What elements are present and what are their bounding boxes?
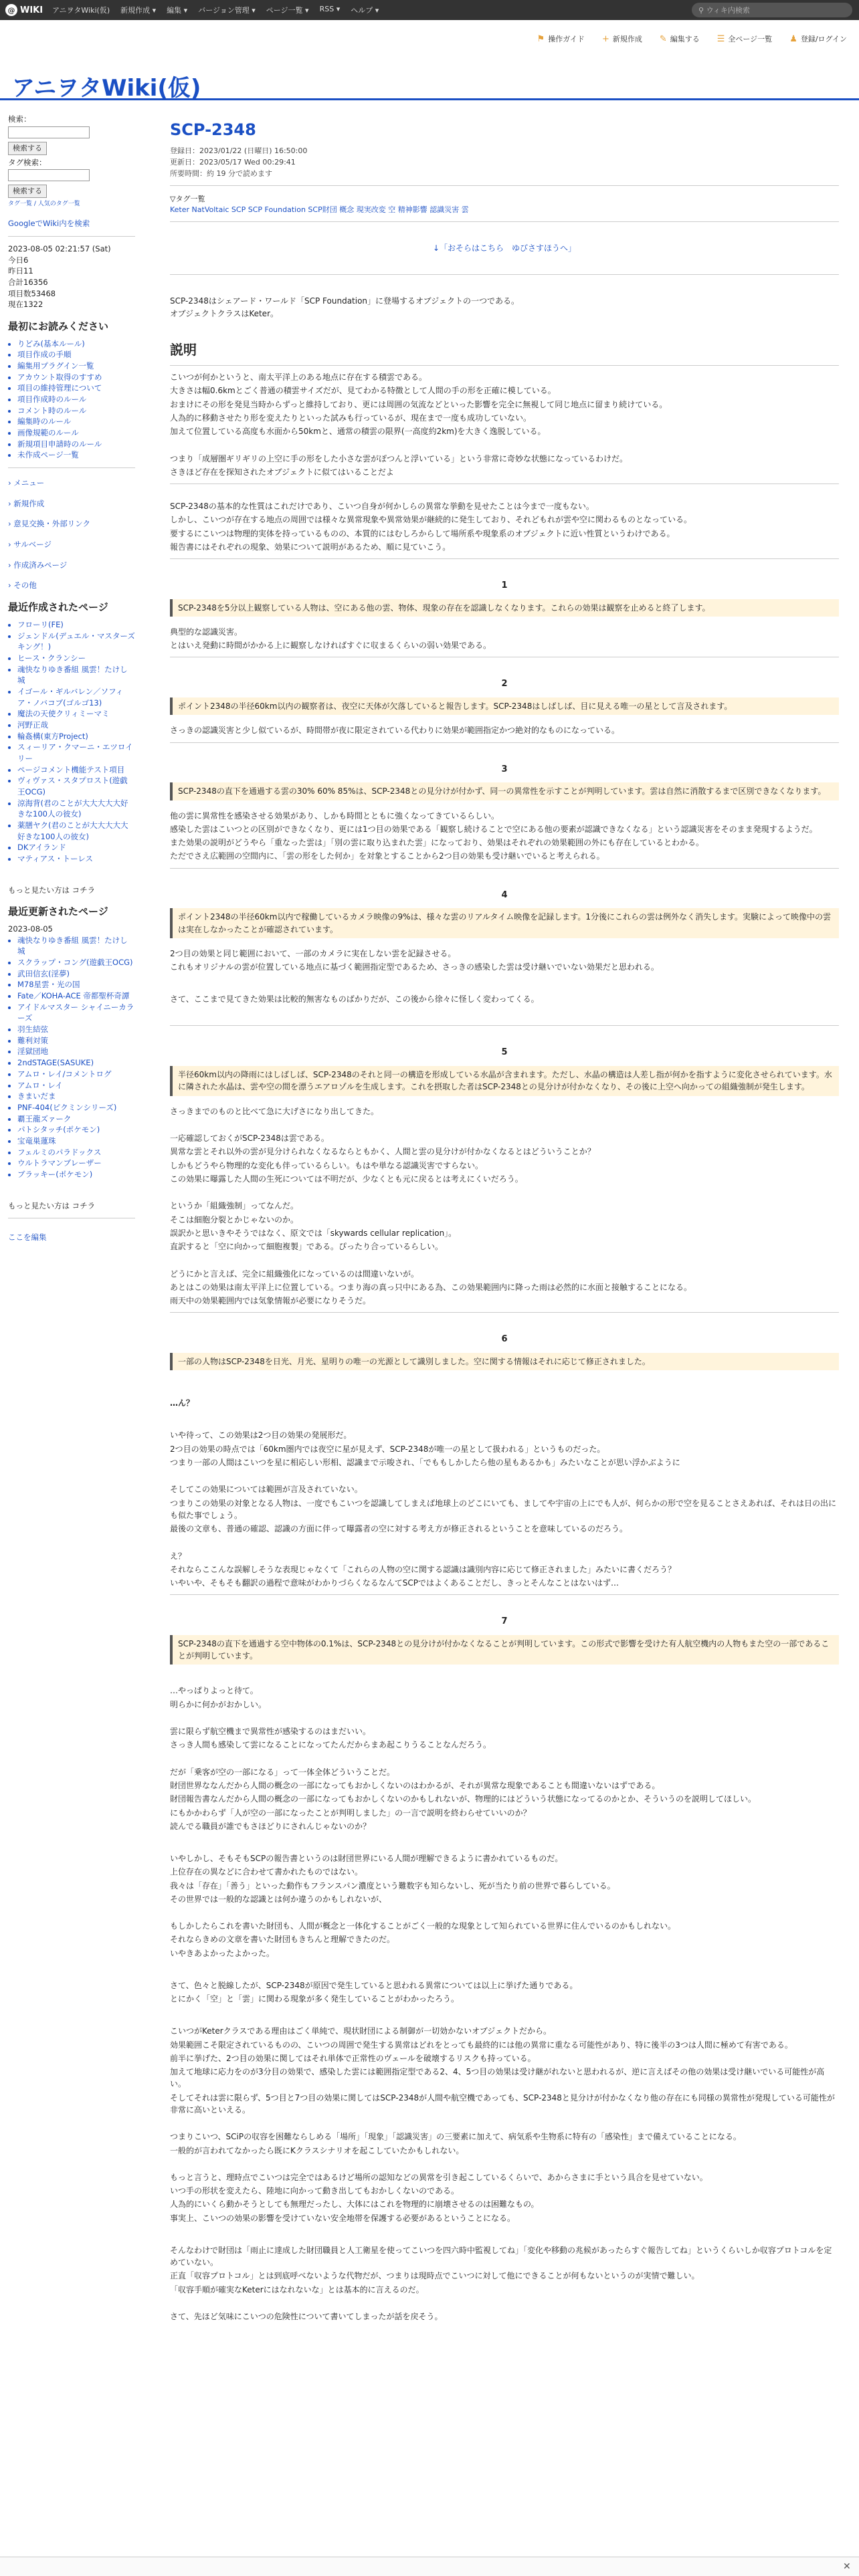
paragraph: 要するにこいつは物理的実体を持っているものの、本質的にはむしろからして場所系や現象系のオブジェクトに近い性質というわけである。 xyxy=(170,528,675,538)
paragraph: それならここんな誤解しそうな表現じゃなくて「これらの人物の空に関する認識は識別内容に応じて修正されました」みたいに書くだろう？ xyxy=(170,1564,676,1574)
menu-version[interactable]: バージョン管理 ▾ xyxy=(198,6,256,15)
search-placeholder: ウィキ内検索 xyxy=(706,6,750,15)
effect-highlight: SCP-2348の直下を通過する雲の30% 60% 85%は、SCP-2348との見分けが付かず、同一の異常性を示すことが判明しています。雲は自然に消散するまで区別できなくなります。 xyxy=(170,782,839,800)
sidebar-link[interactable]: • 項目作成の手順 xyxy=(17,349,135,360)
sidebar-link[interactable]: • 覇王龍ズァーク xyxy=(17,1113,135,1125)
menu-rss[interactable]: RSS ▾ xyxy=(319,5,341,13)
sidebar-link[interactable]: • アムロ・レイ/コメントログ xyxy=(17,1069,135,1080)
counter-today: 今日6 xyxy=(8,255,29,265)
paragraph xyxy=(170,1119,839,1131)
paragraph: さきほど存在を探知されたオブジェクトに似てはいることだよ xyxy=(170,467,394,477)
sidebar-link[interactable]: • 河野正哉 xyxy=(17,720,135,731)
sidebar-link[interactable]: • スィーリア・クマーニ・エツロイリー xyxy=(17,742,135,764)
paragraph xyxy=(170,2158,839,2170)
paragraph xyxy=(170,1907,839,1919)
sidebar-link[interactable]: • 輪姦構(東方Project) xyxy=(17,731,135,742)
paragraph: 「収容手順が確実なKeterにはなれないな」とは基本的に言えるのだ。 xyxy=(170,2284,424,2294)
sidebar-section-link[interactable]: › 作成済みページ xyxy=(8,560,135,571)
menu-help[interactable]: ヘルプ ▾ xyxy=(351,6,379,15)
paragraph: 我々は「存在」「善う」といった動作もフランスパン濃度という難数字も知らないし、死が当たり前の世界で暮らしている。 xyxy=(170,1881,615,1891)
sidebar-link[interactable]: • 魂快なりゆき番組 風雲！たけし城 xyxy=(17,935,135,957)
top-navbar xyxy=(0,0,859,20)
sidebar-link[interactable]: • ヒース・クランシー xyxy=(17,653,135,664)
paragraph-group xyxy=(170,1685,839,1832)
sidebar-link[interactable]: • 薬膳ヤク(君のことが大大大大大好きな100人の彼女) xyxy=(17,820,135,842)
intro-2: オブジェクトクラスはKeter。 xyxy=(170,308,278,318)
paragraph: 2つ目の効果と同じ範囲において、一部のカメラに実在しない雲を記録させる。 xyxy=(170,948,456,958)
more-link-updated[interactable]: もっと見たい方は コチラ xyxy=(8,1200,96,1210)
site-title[interactable]: アニヲタWiki(仮) xyxy=(12,75,201,102)
sidebar-link[interactable]: • ヴィヴァス・スタプロスト(遊戯王OCG) xyxy=(17,775,135,797)
paragraph: 報告書にはそれぞれの現象、効果について説明があるため、順に見ていこう。 xyxy=(170,542,451,552)
paragraph: こいつが何かというと、南太平洋上のある地点に存在する積雲である。 xyxy=(170,372,427,383)
paragraph: これもオリジナルの雲が位置している地点に基づく範囲指定型であるため、さっきの感染した雲は受け継いでいない効果だと思われる。 xyxy=(170,962,659,972)
sidebar-link[interactable]: • 未作成ページ一覧 xyxy=(17,449,135,461)
paragraph: とにかく「空」と「雲」に関わる現象が多く発生していることがわかったろう。 xyxy=(170,1994,460,2004)
sidebar-link[interactable]: • 項目の維持管理について xyxy=(17,383,135,394)
paragraph-group xyxy=(170,2244,839,2323)
intro-1: SCP-2348はシェアード・ワールド「SCP Foundation」に登場するオブジェクトの一つである。 xyxy=(170,296,519,306)
paragraph: もしかしたらこれを書いた財団も、人間が概念と一体化することがごく一般的な現象として知られている世界に住んでいるのかもしれない。 xyxy=(170,1921,676,1931)
site-header xyxy=(0,58,859,100)
effect-notes xyxy=(170,810,839,863)
effect-notes xyxy=(170,724,839,736)
paragraph xyxy=(170,1254,839,1266)
paragraph: その世界では一般的な認識とは何か違うのかもしれないが、 xyxy=(170,1894,387,1904)
first-read-heading: 最初にお読みください xyxy=(8,320,109,332)
recent-created-heading: 最近作成されたページ xyxy=(8,601,108,614)
paragraph: 明らかに何かがおかしい。 xyxy=(170,1699,267,1709)
section-heading: 説明 xyxy=(170,341,197,358)
paragraph: さっきの認識災害と少し似ているが、時間帯が夜に限定されている代わりに効果が範囲指定かつ絶対的なものになっている。 xyxy=(170,726,620,736)
google-search-link[interactable]: GoogleでWiki内を検索 xyxy=(8,219,90,229)
paragraph: 感染した雲はこいつとの区別ができなくなり、更には1つ目の効果である「観察し続けることで空にある他の要素が認識できなくなる」という認識災害をそのまま発現するようだ。 xyxy=(170,824,818,834)
sidebar-link[interactable]: • 淫獄団地 xyxy=(17,1046,135,1057)
sidebar-link[interactable]: • Fate／KOHA-ACE 帝都聖杯奇譚 xyxy=(17,990,135,1002)
tag-list-link[interactable]: タグ一覧 / 人気のタグ一覧 xyxy=(8,201,80,208)
sidebar-link[interactable]: • 画像規範のルール xyxy=(17,427,135,439)
paragraph: この効果に曝露した人間の生死については不明だが、少なくとも元に戻るとは考えにくいだろう。 xyxy=(170,1174,523,1184)
sidebar-link[interactable]: • DKアイランド xyxy=(17,842,135,853)
paragraph: そしてこの効果については範囲が言及されていない。 xyxy=(170,1485,363,1495)
effect-notes xyxy=(170,1105,839,1307)
overview-paragraphs xyxy=(170,500,839,553)
recent-created-list xyxy=(17,619,135,865)
effect-highlight: ポイント2348の半径60km以内で稼働しているカメラ映像の9%は、様々な雲のリアルタイム映像を記録します。1分後にこれらの雲は例外なく消失します。実験によって映像中の雲は実在しなかったことが確認されています。 xyxy=(170,908,839,938)
effect-notes xyxy=(170,948,839,973)
sidebar xyxy=(8,114,135,1243)
sidebar-link[interactable]: • 魂快なりゆき番組 風雲！たけし城 xyxy=(17,664,135,686)
sidebar-link[interactable]: • イゴール・ギルバレン／ソフィア・ノバコブ(ゴルゴ13) xyxy=(17,686,135,708)
search-icon: ⚲ xyxy=(698,5,706,15)
paragraph: とはいえ発動に時間がかかる上に観察しなければすぐに収まるくらいの弱い効果である。 xyxy=(170,641,492,651)
paragraph: …ん？ xyxy=(170,1398,195,1408)
effect-number: 7 xyxy=(501,1616,508,1627)
paragraph xyxy=(170,1712,839,1724)
sidebar-link[interactable]: • 2ndSTAGE(SASUKE) xyxy=(17,1057,135,1069)
paragraph: あとはこの効果は南太平洋上に位置している。つまり海の真っ只中にある為、この効果範囲内に降った雨は必然的に水面と接触することになる。 xyxy=(170,1282,692,1292)
explanation-paragraphs xyxy=(170,371,839,478)
sidebar-section-link[interactable]: › メニュー xyxy=(8,477,135,489)
paragraph: いつ手の形状を変えたら、陸地に向かって動き出してもおかしくないのである。 xyxy=(170,2186,460,2196)
sidebar-link[interactable]: • フローリ(FE) xyxy=(17,619,135,631)
sidebar-link[interactable]: • 編集時のルール xyxy=(17,416,135,427)
sidebar-section-link[interactable]: › サルベージ xyxy=(8,539,135,550)
paragraph: 財団世界ななんだから人間の概念の一部になってもおかしくないのはわかるが、それが異常な現象であることも間違いないはずである。 xyxy=(170,1781,660,1791)
list-icon: ☰ xyxy=(717,34,725,44)
login-link[interactable] xyxy=(789,33,847,44)
sidebar-link[interactable]: • 羽生結弦 xyxy=(17,1024,135,1035)
wiki-search-input[interactable] xyxy=(692,3,852,17)
sidebar-link[interactable]: • 宝竜巣蓮珠 xyxy=(17,1136,135,1147)
effect-number: 3 xyxy=(501,764,508,774)
paragraph: もっと言うと、理時点でこいつは完全ではあるけど場所の認知などの異常を引き起こしているくらいで、あからさまに手という具合を見せていない。 xyxy=(170,2172,708,2182)
paragraph: さて、色々と脱線したが、SCP-2348が原因で発生していると思われる異常については以上に挙げた通りである。 xyxy=(170,1980,578,1990)
site-logo[interactable] xyxy=(5,4,43,16)
plus-icon: + xyxy=(601,34,609,44)
menu-site[interactable]: アニヲタWiki(仮) xyxy=(52,6,110,15)
paragraph: 加えて位置している高度も水面から50kmと、通常の積雲の限界(一高度約2km)を大きく逸脱している。 xyxy=(170,427,546,437)
divider xyxy=(170,1025,839,1026)
paragraph: 雨天中の効果範囲内では気象情報が必要になりそうだ。 xyxy=(170,1295,371,1305)
counter-yesterday: 昨日11 xyxy=(8,266,33,276)
paragraph: つまりこいつ、SCiPの収容を困難ならしめる「場所」「現象」「認識災害」の三要素に加えて、病気系や生物系に特有の「感染性」まで備えていることになる。 xyxy=(170,2132,741,2142)
tag-list[interactable]: Keter NatVoltaic SCP SCP Foundation SCP財団 概念 現実改変 空 精神影響 認識災害 雲 xyxy=(170,205,469,215)
logo-text: WIKI xyxy=(20,5,43,15)
paragraph: 加えて地球に応力をのが3分目の効果で、感染した雲には範囲指定型である2、4、5つ目の効果は受け継がれないと思われるが、逆に言えばその他の効果は受け継いでいる可能性が高い。 xyxy=(170,2067,825,2089)
paragraph: それならきめの文章を書いた財団もきちんと理解できたのだ。 xyxy=(170,1935,395,1945)
paragraph: 雲に限らず航空機まで異常性が感染するのはまだいい。 xyxy=(170,1727,371,1737)
divider xyxy=(170,742,839,743)
paragraph: 誤訳かと思いきやそうではなく、原文では「skywards cellular replication」。 xyxy=(170,1228,457,1238)
search-label: 検索： xyxy=(8,114,31,124)
update-date: 更新日：2023/05/17 Wed 00:29:41 xyxy=(170,158,296,167)
paragraph xyxy=(170,1470,839,1482)
action-bar xyxy=(0,20,859,58)
paragraph: 効果範囲こそ限定されているものの、こいつの周囲で発生する異常はどれをとっても最終的には他の異常に重なる可能性があり、特に後半の3つは人間に極めて有害である。 xyxy=(170,2040,793,2050)
sidebar-link[interactable]: • 項目作成時のルール xyxy=(17,394,135,405)
counter-total: 合計16356 xyxy=(8,277,48,287)
paragraph-group xyxy=(170,1852,839,1959)
effect-number: 2 xyxy=(501,679,508,689)
sidebar-link[interactable]: • マティアス・トーレス xyxy=(17,853,135,865)
paragraph xyxy=(170,1186,839,1198)
paragraph: 読んでる職員が誰でもさほどりにされんじゃないのか？ xyxy=(170,1821,371,1831)
paragraph: つまり「成層圏ギリギリの上空に手の形をした小さな雲がぽつんと浮いている」という非常に奇妙な状態になっているわけだ。 xyxy=(170,453,628,463)
page-title: SCP-2348 xyxy=(170,120,256,139)
effect-highlight: ポイント2348の半径60km以内の観察者は、夜空に天体が欠落していると報告します。SCP-2348はしばしば、目に見える唯一の星として言及されます。 xyxy=(170,697,839,715)
paragraph: さっきまでのものと比べて急に大げさになり出してきた。 xyxy=(170,1106,379,1116)
paragraph: いやいや、そもそも翻訳の過程で意味がわかりづらくなるなんてSCPではよくあることだし、きっとそんなことはないはず… xyxy=(170,1578,619,1588)
paragraph: 最後の文章も、普通の確認、認識の方面に伴って曝露者の空に対する考え方が修正されるということを意味しているのだろう。 xyxy=(170,1524,628,1534)
paragraph: というか「組織強制」ってなんだ。 xyxy=(170,1201,299,1211)
sidebar-section-link[interactable]: › 新規作成 xyxy=(8,498,135,510)
login-label: 登録/ログイン xyxy=(800,35,847,43)
sidebar-link[interactable]: • 編集用プラグイン一覧 xyxy=(17,360,135,372)
paragraph: 典型的な認識災害。 xyxy=(170,627,243,637)
paragraph: ただでさえ広範囲の空間内に、「雲の形をした何か」を対象とすることから2つ目の効果も受け継いでいると考えられる。 xyxy=(170,851,605,861)
paragraph: こいつがKeterクラスである理由はごく単純で、現状財団による制御が一切効かないオブジェクトだから。 xyxy=(170,2026,551,2036)
paragraph: 2つ目の効果の時点では「60km圏内では夜空に星が見えず、SCP-2348が唯一の星として扱われる」というものだった。 xyxy=(170,1444,605,1454)
paragraph xyxy=(170,439,839,451)
paragraph: 大きさは幅0.6kmとごく普通の積雲サイズだが、見てわかる特徴として人間の手の形を正確に模している。 xyxy=(170,386,556,396)
divider xyxy=(170,1594,839,1595)
menu-edit[interactable]: 編集 ▾ xyxy=(167,6,188,15)
read-time: 所要時間：約 19 分で読めます xyxy=(170,169,272,178)
paragraph: 事実上、こいつの効果の影響を受けていない安全地帯を保護する必要があるということになる。 xyxy=(170,2213,516,2223)
paragraph: 他の雲に異常性を感染させる効果があり、しかも時間とともに強くなってきているらしい。 xyxy=(170,811,500,821)
new-page-link[interactable] xyxy=(602,33,642,44)
paragraph: 人為的にいくら動かそうとしても無理だったし、大体にはこれを物理的に崩壊させるのは困難なもの。 xyxy=(170,2199,539,2210)
recent-updated-heading: 最近更新されたページ xyxy=(8,905,108,918)
divider xyxy=(170,558,839,559)
side-search-input[interactable] xyxy=(8,126,90,138)
guide-link[interactable] xyxy=(537,33,585,44)
paragraph: どうにかと言えば、完全に組織強化になっているのは間違いないが。 xyxy=(170,1269,419,1279)
close-icon[interactable]: ✕ xyxy=(843,2561,851,2572)
paragraph: 上位存在の異などに合わせて書かれたものではない。 xyxy=(170,1867,363,1877)
sidebar-link[interactable]: • ページコメント機能テスト項目 xyxy=(17,764,135,776)
paragraph xyxy=(170,1536,839,1548)
register-date: 登録日：2023/01/22 (日曜日) 16:50:00 xyxy=(170,146,308,156)
paragraph-group xyxy=(170,1979,839,2005)
guide-label: 操作ガイド xyxy=(548,35,585,43)
sidebar-section-link[interactable]: › 意見交換・外部リンク xyxy=(8,518,135,530)
top-menu xyxy=(52,5,379,15)
effect-number: 1 xyxy=(501,580,508,591)
paragraph: 直訳すると「空に向かって細胞複製」である。ぴったり合っているらしい。 xyxy=(170,1242,444,1252)
first-read-list xyxy=(17,338,135,461)
sidebar-link[interactable]: • スクラップ・コング(遊戯王OCG) xyxy=(17,957,135,968)
sidebar-link[interactable]: • M78星雲・光の国 xyxy=(17,979,135,990)
paragraph: しかもどうやら物理的な変化も伴っているらしい。もはや単なる認識災害ですらない。 xyxy=(170,1160,484,1170)
menu-new[interactable]: 新規作成 ▾ xyxy=(120,6,157,15)
effects-list xyxy=(170,558,839,2323)
datetime: 2023-08-05 02:21:57 (Sat) xyxy=(8,243,111,253)
paragraph: 一応確認しておくがSCP-2348は雲である。 xyxy=(170,1134,329,1144)
effect-number: 6 xyxy=(501,1334,508,1345)
sidebar-link[interactable]: • きまいだま xyxy=(17,1091,135,1102)
paragraph: え？ xyxy=(170,1551,187,1561)
paragraph: SCP-2348の基本的な性質はこれだけであり、こいつ自身が何かしらの異常な挙動を見せたことは今まで一度もない。 xyxy=(170,502,594,512)
paragraph: いやしかし、そもそもSCPの報告書というのは財団世界にいる人間が理解できるように書かれているものだ。 xyxy=(170,1854,563,1864)
tag-search-button[interactable]: 検索する xyxy=(8,185,47,198)
effect-number: 4 xyxy=(501,889,508,900)
sidebar-section-link[interactable]: › その他 xyxy=(8,580,135,591)
sidebar-link[interactable]: • パトシタッチ(ポケモン) xyxy=(17,1124,135,1136)
guide-icon: ⚑ xyxy=(537,34,545,44)
user-icon: ♟ xyxy=(789,34,797,44)
edit-link[interactable] xyxy=(660,33,700,44)
divider xyxy=(170,868,839,869)
paragraph-group xyxy=(170,2025,839,2224)
paragraph: おまけにその形を発見当時からずっと維持しており、更には周囲の気流などといった影響を完全に無視して同じ地点に留まり続けている。 xyxy=(170,399,668,409)
paragraph: いやきあよかったよかった。 xyxy=(170,1948,275,1958)
edit-label: 編集する xyxy=(670,35,700,43)
paragraph: つまり一部の人間はこいつを星に相応しい形相、認識まで示唆され、「でももしかしたら他の星もあるかも」みたいなことが思い浮かぶように xyxy=(170,1457,680,1467)
paragraph: さて、ここまで見てきた効果は比較的無害なものばかりだが、この後から徐々に怪しく変わってくる。 xyxy=(170,994,539,1004)
more-link-created[interactable]: もっと見たい方は コチラ xyxy=(8,885,96,895)
paragraph: 人為的に移動させたり形を変えたりといった試みも行っているが、現在まで一度も成功していない。 xyxy=(170,413,532,423)
side-search-button[interactable]: 検索する xyxy=(8,142,47,155)
sidebar-sections xyxy=(8,477,135,591)
sidebar-link[interactable]: • ブラッキー(ポケモン) xyxy=(17,1169,135,1180)
paragraph: いや待って、この効果は2つ目の効果の発展形だ。 xyxy=(170,1430,352,1440)
sidebar-link[interactable]: • アイドルマスター シャイニーカラーズ xyxy=(17,1002,135,1024)
new-page-label: 新規作成 xyxy=(612,35,642,43)
paragraph: しかし、こいつが存在する地点の周囲では様々な異常現象や異常効果が継続的に発生しており、それどもれが雲や空に関わるものとなっている。 xyxy=(170,515,692,525)
paragraph: さっき人間も感染して雲になることになってたんだからまあ起こりうることなんだろう。 xyxy=(170,1740,492,1750)
all-pages-link[interactable] xyxy=(717,33,772,44)
tag-search-input[interactable] xyxy=(8,169,90,181)
paragraph: 正直「収容プロトコル」とは到底呼べないような代物だが、つまりは現時点でこいつに対して他にできることが何もないというのが実情で難しい。 xyxy=(170,2271,700,2281)
tag-heading: ▽タグ一覧 xyxy=(170,194,205,203)
bottom-bar xyxy=(0,2557,859,2576)
sidebar-link[interactable]: • 魔法の天使クリィミーマミ xyxy=(17,708,135,720)
all-pages-label: 全ページ一覧 xyxy=(728,35,773,43)
paragraph: さて、先ほど気味にこいつの危険性について書いてしまったが話を戻そう。 xyxy=(170,2312,443,2322)
paragraph: だが「乗客が空の一部になる」って一体全体どういうことだ。 xyxy=(170,1767,395,1777)
paragraph xyxy=(170,2117,839,2129)
item-count: 項目数53468 xyxy=(8,288,56,298)
paragraph: …やっぱりよっと待て。 xyxy=(170,1686,258,1696)
effect-number: 5 xyxy=(501,1047,508,1058)
paragraph: そんなわけで財団は「雨止に達成した財団職員と人工衛星を使ってこいつを四六時中監視してね」「変化や移動の兆候があったらすぐ報告してね」というくらいしか収容プロトコルを定めていない。 xyxy=(170,2245,832,2268)
paragraph: また効果の説明がどうやら「重なった雲は」「別の雲に取り込まれた雲」になっており、効果はそれぞれの効果範囲の外にも存在しているとわかる。 xyxy=(170,838,704,848)
paragraph: つまりこの効果の対象となる人物は、一度でもこいつを認識してしまえば地球上のどこにいても、ましてや宇宙の上にでも人が、何らかの形で空を見ることさえあれば、それは日の出にも似た事でしょう。 xyxy=(170,1498,837,1520)
sidebar-link[interactable]: • 武田信玄(淫夢) xyxy=(17,968,135,980)
pencil-icon: ✎ xyxy=(659,34,667,44)
tag-label: タグ検索： xyxy=(8,157,47,167)
sidebar-link[interactable]: • アカウント取得のすすめ xyxy=(17,372,135,383)
effect-highlight: 一部の人物はSCP-2348を日光、月光、星明りの唯一の光源として識別しました。空に関する情報はそれに応じて修正されました。 xyxy=(170,1353,839,1370)
paragraph xyxy=(170,2297,839,2309)
effect-highlight: 半径60km以内の降雨にはしばしば、SCP-2348のそれと同一の構造を形成している水晶が含まれます。ただし、水晶の構造は人差し指が何かを指すように変化させられています。水に隣された水晶は、雲や空の間を漂うエアロゾルを生成します。これを摂取した者はSCP-2348との見分けが付かなくなり、その後に上空へ向かっての組織強制が発生します。 xyxy=(170,1066,839,1095)
paragraph: 異常な雲とそれ以外の雲が見分けられなくなるならともかく、人間と雲の見分けが付かなくなるとはどういうことか？ xyxy=(170,1147,595,1157)
anchor-link[interactable]: ↓「おそらはこちら ゆびさすほうへ」 xyxy=(432,243,577,253)
main-content xyxy=(170,114,839,2343)
sidebar-link[interactable]: • PNF-404(ピクミンシリーズ) xyxy=(17,1102,135,1113)
paragraph: にもかかわらず「人が空の一部になったことが判明しました」の一言で説明を終わらせていいのか？ xyxy=(170,1808,531,1818)
sidebar-link[interactable]: • 新規項目申請時のルール xyxy=(17,439,135,450)
paragraph: そこは細胞分裂とかじゃないのか。 xyxy=(170,1214,299,1224)
effect-highlight: SCP-2348を5分以上観察している人物は、空にある他の雲、物体、現象の存在を認識しなくなります。これらの効果は観察を止めると終了します。 xyxy=(170,599,839,617)
sidebar-link[interactable]: • アムロ・レイ xyxy=(17,1080,135,1091)
paragraph: 一般的が言われてなかったら既にKクラスシナリオを起こしていたかもしれない。 xyxy=(170,2145,464,2155)
sidebar-link[interactable]: • ジェンドル(デュエル・マスターズ キング！) xyxy=(17,631,135,653)
menu-pages[interactable]: ページ一覧 ▾ xyxy=(266,6,309,15)
online-count: 現在1322 xyxy=(8,300,43,310)
divider xyxy=(170,1312,839,1313)
sidebar-link[interactable]: • コメント時のルール xyxy=(17,405,135,417)
sidebar-link[interactable]: • 涼海背(君のことが大大大大大好きな100人の彼女) xyxy=(17,798,135,820)
paragraph: 前半に挙げた、2つ目の効果に関してはそれ単体で正常性のヴェールを破壊するリスクも持っている。 xyxy=(170,2053,536,2063)
sidebar-link[interactable]: • ウルトラマンブレーザー xyxy=(17,1158,135,1169)
wiki-logo-icon: @ xyxy=(5,4,17,16)
recent-updated-list xyxy=(17,935,135,1180)
updated-date: 2023-08-05 xyxy=(8,924,53,934)
sidebar-link[interactable]: • りどみ(基本ルール) xyxy=(17,338,135,350)
paragraph: そしてそれは雲に限らず、5つ目と7つ目の効果に関してはSCP-2348が人間や航空機であっても、SCP-2348と見分けが付かなくなり他の存在にも同様の異常性が発現している可能性が非常に高いといえる。 xyxy=(170,2092,835,2115)
sidebar-link[interactable]: • フェルミのパラドックス xyxy=(17,1147,135,1158)
paragraph: 財団報告書なんだから人間の概念の一部になってもおかしくないのかもしれないが、物理的にはどういう状態になってるのかとか、そういうのを説明してほしい。 xyxy=(170,1794,757,1804)
effect-highlight: SCP-2348の直下を通過する空中物体の0.1%は、SCP-2348との見分けが付かなくなることが判明しています。この形式で影響を受けた有人航空機内の人物もまた空の一部であることが判明しています。 xyxy=(170,1635,839,1665)
effect-notes xyxy=(170,626,839,651)
sidebar-link[interactable]: • 難利対策 xyxy=(17,1035,135,1047)
edit-here-link[interactable]: ここを編集 xyxy=(8,1232,47,1243)
paragraph xyxy=(170,1753,839,1765)
